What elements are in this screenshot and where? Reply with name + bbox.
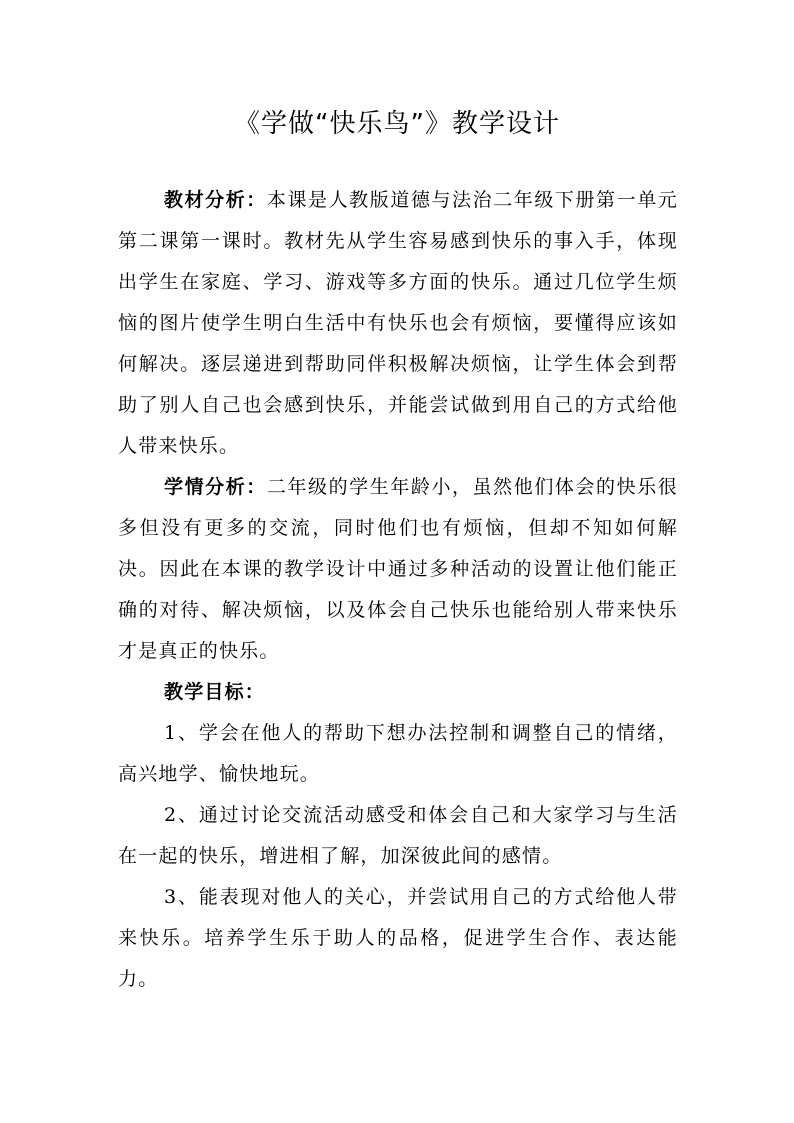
paragraph-goal-2 bbox=[118, 795, 678, 877]
paragraph-goal-3 bbox=[118, 877, 678, 1000]
paragraph-student-analysis bbox=[118, 467, 678, 672]
paragraph-goal-1 bbox=[118, 713, 678, 795]
section-label-student-analysis: 学情分析： bbox=[164, 476, 267, 498]
goal-3-text: 3、能表现对他人的关心，并尝试用自己的方式给他人带来快乐。培养学生乐于助人的品格，促进学生合作、表达能力。 bbox=[118, 886, 678, 990]
document-body bbox=[118, 180, 678, 1000]
paragraph-text-textbook-analysis: 本课是人教版道德与法治二年级下册第一单元第二课第一课时。教材先从学生容易感到快乐的事入手，体现出学生在家庭、学习、游戏等多方面的快乐。通过几位学生烦恼的图片使学生明白生活中有快乐也会有烦恼，要懂得应该如何解决。逐层递进到帮助同伴积极解决烦恼，让学生体会到帮助了别人自己也会感到快乐，并能尝试做到用自己的方式给他人带来快乐。 bbox=[118, 189, 678, 457]
section-label-textbook-analysis: 教材分析： bbox=[164, 189, 267, 211]
section-label-teaching-goals: 教学目标： bbox=[164, 681, 266, 703]
document-title: 《学做“快乐鸟”》教学设计 bbox=[234, 109, 560, 139]
paragraph-textbook-analysis bbox=[118, 180, 678, 467]
paragraph-text-student-analysis: 二年级的学生年龄小，虽然他们体会的快乐很多但没有更多的交流，同时他们也有烦恼，但却不知如何解决。因此在本课的教学设计中通过多种活动的设置让他们能正确的对待、解决烦恼，以及体会自己快乐也能给别人带来快乐才是真正的快乐。 bbox=[118, 476, 678, 662]
paragraph-teaching-goals-heading bbox=[118, 672, 678, 713]
goal-1-text: 1、学会在他人的帮助下想办法控制和调整自己的情绪，高兴地学、愉快地玩。 bbox=[118, 722, 678, 785]
goal-2-text: 2、通过讨论交流活动感受和体会自己和大家学习与生活在一起的快乐，增进相了解，加深彼此间的感情。 bbox=[118, 804, 678, 867]
